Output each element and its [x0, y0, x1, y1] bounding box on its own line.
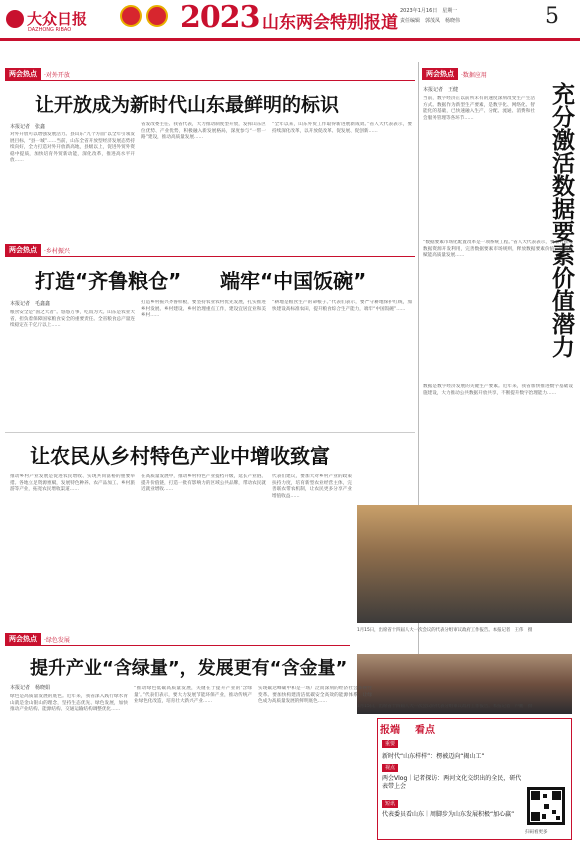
article-text: 粮食安全是“国之大者”。悠悠万事，吃饭为大。山东是农业大省，担负着保障国家粮食安全的重要责任。全省粮食总产量连续稳定在千亿斤以上……	[10, 310, 135, 329]
section-tag-open	[5, 68, 70, 80]
section-rule	[5, 256, 415, 257]
byline-green: 本报记者 杨晓娟	[10, 685, 51, 691]
banner-year: 2023	[180, 0, 260, 35]
byline-rural: 本报记者 毛鑫鑫	[10, 301, 51, 307]
article-text: “推动绿色低碳高质量发展，关键在于提升产业的‘含绿量’。”代表们表示，要大力发展节能环保产业，推动传统产业绿色化改造，培育壮大新兴产业……	[134, 686, 252, 705]
page-number: 5	[545, 4, 559, 29]
qr-code-icon[interactable]	[527, 787, 565, 825]
headline-open: 让开放成为新时代山东最鲜明的标识	[35, 94, 340, 116]
news-item-link[interactable]: 代表委员看山东｜周脚步为山东发展积极“加心赢”	[382, 811, 515, 818]
news-item-tag: 短讯	[382, 800, 398, 808]
headline-industry: 让农民从乡村特色产业中增收致富	[30, 444, 330, 468]
headline-rural-left: 打造“齐鲁粮仓”	[35, 269, 182, 293]
section-tag-label: 两会热点	[5, 633, 41, 645]
article-text: “耕地是粮食生产的命根子。”代表们表示，要严守耕地保护红线，加快建设高标准农田，提升粮食综合生产能力，端牢“中国饭碗”……	[272, 300, 412, 312]
article-text: 推动乡村产业发展是促进农民增收、实现共同富裕的重要举措。各地立足资源禀赋，发展特色种养、农产品加工、乡村旅游等产业，拓宽农民增收渠道……	[10, 474, 135, 493]
article-text: 代表们建议，要加大对乡村产业的政策扶持力度，培育新型农业经营主体，完善联农带农机制，让农民更多分享产业增值收益……	[272, 474, 352, 499]
qr-label: 扫码看更多	[525, 830, 548, 835]
paper-sub: DAZHONG RIBAO	[28, 27, 72, 33]
section-tag-sub: ·对外开放	[44, 71, 70, 79]
national-emblem-icon	[120, 5, 142, 27]
news-item-tag: 重要	[382, 740, 398, 748]
article-text: 数据是数字经济发展的关键生产要素。近年来，我省加快推进数字基础设施建设，大力推动公共数据开放共享，不断提升数字治理能力……	[423, 384, 573, 396]
section-tag-label: 两会热点	[5, 68, 41, 80]
headline-green: 提升产业“含绿量”，发展更有“含金量”	[30, 658, 348, 679]
article-text: 在高质量发展中，推动乡村特色产业提档升级，延长产业链、提升价值链，打造一批有影响力的区域公共品牌，带动农民就近就业增收……	[141, 474, 266, 493]
section-rule	[5, 432, 415, 433]
masthead-rule	[0, 38, 580, 41]
byline-data: 本报记者 王健	[423, 87, 459, 93]
news-item-link[interactable]: 两会Vlog｜记者探访：两河文化交织出的全民，研代表带上会	[382, 775, 522, 790]
section-tag-sub: ·绿色发展	[44, 636, 70, 644]
article-text: 对外开放可以增强发展活力。县山东“九个方面”以全年引领发展目标，“县一城”……当前，山东全省开放型经济发展态势持续向好，全力打造对外开放新高地，县级以上，促进外贸外资稳中提质，加快培育外贸新动能，深化改革，推进高水平开放……	[10, 132, 135, 164]
article-text: 实现碳达峰碳中和是一场广泛而深刻的经济社会系统性变革。要加快构建清洁低碳安全高效的能源体系，让绿色成为高质量发展的鲜明底色……	[258, 686, 372, 705]
photo-caption: 1月15日，出席省十四届人大一次会议的代表分组审议政府工作报告。本报记者 卢鹏 摄	[357, 704, 533, 709]
article-text: 省发改委主任、我省代表，大力推动制度型开放，发挥山东区位优势、产业优势，积极融入新发展格局，深度参与“一带一路”建设，推动高质量发展……	[141, 122, 266, 141]
section-tag-sub: ·乡村振兴	[44, 247, 70, 255]
date-line: 2023年1月16日 星期一	[400, 8, 458, 14]
editor-line: 责任编辑 郭茂凤 杨晓伟	[400, 18, 461, 24]
section-tag-data	[422, 68, 487, 80]
paper-logo-icon	[6, 10, 24, 28]
banner-title: 山东两会特别报道	[262, 13, 398, 33]
news-box-title: 报端	[380, 725, 400, 736]
headline-data: 充分激活数据要素价值潜力	[548, 82, 574, 358]
article-text: 当前，数字经济正以前所未有的速度深刻改变生产生活方式。数据作为新型生产要素，是数字化、网络化、智能化的基础，已快速融入生产、分配、流通、消费和社会服务管理等各环节……	[423, 96, 535, 121]
byline-open: 本报记者 张鑫	[10, 124, 46, 130]
photo-caption: 1月15日，出席省十四届人大一次会议的代表分组审议政府工作报告。本报记者 王伟 摄	[357, 628, 533, 633]
news-item-tag: 视点	[382, 764, 398, 772]
section-rule	[5, 645, 350, 646]
meeting-photo-1	[357, 505, 572, 623]
section-tag-label: 两会热点	[422, 68, 458, 80]
section-tag-rural	[5, 244, 70, 256]
news-box-title-sub: 看点	[415, 725, 435, 736]
section-tag-label: 两会热点	[5, 244, 41, 256]
section-rule	[5, 80, 415, 81]
article-text: “全年以来，山东外贸工作取得新进展新成效。”省人大代表表示，要持续深化改革，以开放促改革、促发展、促创新……	[272, 122, 412, 134]
article-text: 打造乡村振兴齐鲁样板，要坚持农业农村优先发展，扎实推进乡村发展、乡村建设、乡村治理重点工作，建设宜居宜业和美乡村……	[141, 300, 266, 319]
article-text: 绿色是高质量发展的底色。近年来，我省深入践行绿水青山就是金山银山的理念，坚持生态优先、绿色发展，加快推动产业结构、能源结构、交通运输结构调整优化……	[10, 694, 128, 713]
cppcc-emblem-icon	[146, 5, 168, 27]
article-text: “数据要素市场化配置改革是一项系统工程。”省人大代表表示，要着力推进数据资源开发利用，完善数据要素市场规则，释放数据要素价值，以数据赋能高质量发展……	[423, 240, 573, 259]
paper-name: 大众日报	[27, 10, 88, 28]
news-item-link[interactable]: 新时代“山东样样”：楞被迈向“揭山工”	[382, 753, 485, 760]
section-tag-sub: ·数据应用	[461, 71, 487, 79]
section-tag-green	[5, 633, 70, 645]
headline-rural-right: 端牢“中国饭碗”	[220, 269, 367, 293]
